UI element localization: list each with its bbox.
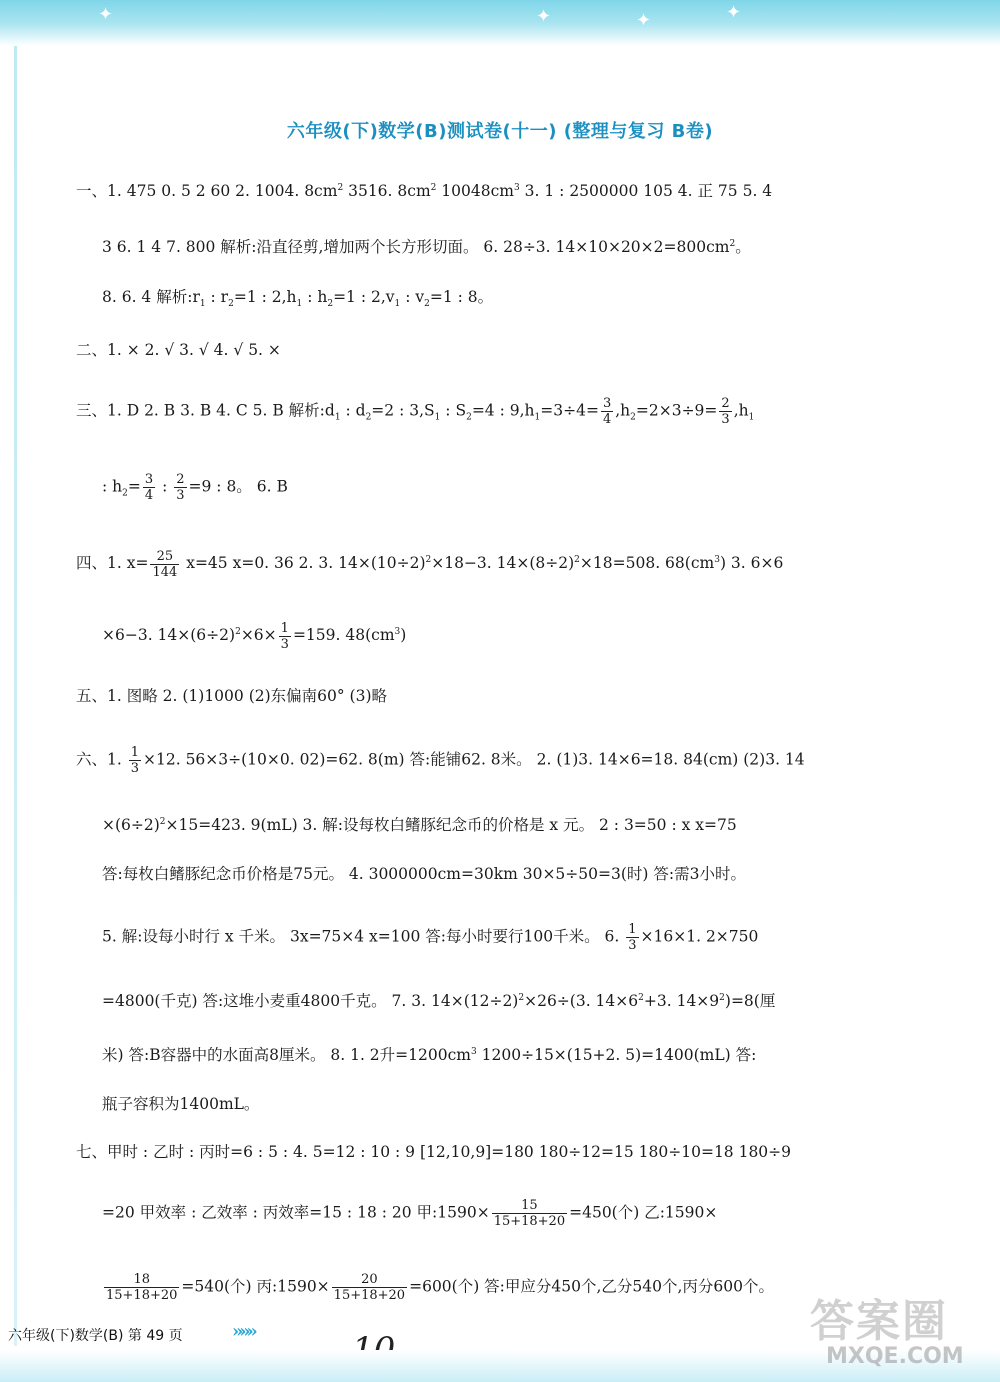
text: =1 : 2,h: [233, 288, 297, 306]
page-title: 六年级(下)数学(B)测试卷(十一) (整理与复习 B卷): [286, 121, 714, 142]
section6-line4: [102, 922, 942, 953]
text: ×15=423. 9(mL) 3. 解:设每枚白鳍豚纪念币的价格是 x 元。 2 : 3=50 : x x=75: [165, 816, 737, 835]
numerator: 1: [130, 745, 139, 760]
section4-line1: [76, 548, 916, 580]
numerator: 25: [150, 549, 179, 565]
subscript: 1: [334, 412, 341, 423]
numerator: 3: [144, 472, 154, 487]
superscript: 2: [430, 183, 437, 193]
denominator: 144: [152, 564, 178, 580]
text: ) 3. 6×6: [719, 554, 784, 573]
text: 3 6. 1 4 7. 800 解析:沿直径剪,增加两个长方形切面。 6. 28÷3. 14×10×20×2=800cm: [102, 238, 730, 257]
text: 四、1. x=: [76, 554, 149, 573]
text: : h: [102, 477, 123, 496]
denominator: 4: [602, 412, 612, 427]
denominator: 3: [280, 636, 289, 652]
fraction: [719, 396, 731, 427]
subscript: 2: [327, 299, 334, 310]
denominator: 3: [721, 412, 730, 427]
numerator: 2: [176, 472, 185, 487]
superscript: 2: [638, 993, 644, 1003]
text: =1 : 2,v: [333, 288, 395, 306]
section6-line7: 瓶子容积为1400mL。: [102, 1095, 260, 1113]
text: ×26÷(3. 14×6: [524, 992, 639, 1011]
sparkle-icon: ✦: [98, 4, 114, 25]
text: 六、1.: [76, 750, 127, 769]
text: =540(个) 丙:1590×: [181, 1277, 330, 1296]
text: ×18=508. 68(cm: [579, 554, 715, 573]
superscript: 2: [729, 239, 736, 249]
text: :: [157, 477, 173, 496]
fraction: [129, 745, 141, 776]
text: )=8(厘: [724, 992, 776, 1011]
sparkle-icon: ✦: [536, 6, 552, 27]
denominator: 3: [628, 938, 637, 953]
section2-line1: 二、1. × 2. √ 3. √ 4. √ 5. ×: [76, 341, 281, 359]
superscript: 2: [574, 555, 580, 565]
section4-line2: [102, 620, 942, 652]
fraction: [150, 549, 179, 580]
subscript: 1: [434, 412, 441, 423]
numerator: 3: [602, 396, 612, 411]
text: =4800(千克) 答:这堆小麦重4800千克。 7. 3. 14×(12÷2): [102, 992, 519, 1011]
text: ×6×: [240, 626, 277, 645]
superscript: 3: [470, 1047, 477, 1057]
section6-line6: [102, 1040, 942, 1067]
text: 1200÷15×(15+2. 5)=1400(mL) 答:: [476, 1046, 757, 1065]
text: ×(6÷2): [102, 816, 160, 835]
section1-line3: [102, 285, 942, 316]
text: : v: [400, 288, 425, 306]
subscript: 1: [394, 299, 401, 310]
subscript: 1: [296, 299, 303, 310]
section7-line1: 七、甲时 : 乙时 : 丙时=6 : 5 : 4. 5=12 : 10 : 9 [12,10,9]=180 180÷12=15 180÷10=18 180÷9: [76, 1143, 792, 1161]
text: 8. 6. 4 解析:r: [102, 288, 200, 306]
subscript: 1: [534, 412, 541, 423]
text: 米) 答:B容器中的水面高8厘米。 8. 1. 2升=1200cm: [102, 1046, 471, 1065]
text: : S: [440, 401, 467, 420]
superscript: 2: [719, 993, 725, 1003]
fraction: [143, 472, 155, 503]
section3-line1: [76, 396, 916, 430]
text: 3516. 8cm: [343, 182, 431, 201]
watermark-logo: 答案圈: [810, 1296, 948, 1347]
text: +3. 14×9: [643, 992, 720, 1011]
numerator: 20: [332, 1272, 407, 1288]
section5-line1: 五、1. 图略 2. (1)1000 (2)东偏南60° (3)略: [76, 687, 387, 705]
superscript: 3: [514, 183, 520, 193]
section1-line2: [102, 232, 942, 259]
text: =4 : 9,h: [471, 401, 535, 420]
subscript: 1: [199, 299, 206, 310]
section6-line1: [76, 745, 916, 776]
subscript: 2: [122, 488, 128, 499]
page-footer-label: 六年级(下)数学(B) 第 49 页: [8, 1328, 183, 1344]
section6-line3: 答:每枚白鳍豚纪念币价格是75元。 4. 3000000cm=30km 30×5÷50=3(时) 答:需3小时。: [102, 865, 746, 883]
denominator: 3: [176, 488, 185, 503]
double-arrow-icon: »»»: [232, 1321, 254, 1342]
section6-line5: [102, 986, 942, 1013]
fraction: [174, 472, 186, 503]
fraction: [332, 1272, 407, 1303]
text: =450(个) 乙:1590×: [569, 1203, 718, 1222]
denominator: 15+18+20: [333, 1288, 406, 1303]
text: 2. 1004. 8cm: [235, 182, 338, 201]
sparkle-icon: ✦: [636, 10, 652, 31]
section1-line1: [76, 176, 916, 203]
superscript: 2: [337, 183, 344, 193]
text: =2 : 3,S: [371, 401, 435, 420]
text: 三、1. D 2. B 3. B 4. C 5. B 解析:d: [76, 401, 335, 420]
denominator: 15+18+20: [106, 1288, 178, 1303]
numerator: 15: [492, 1198, 567, 1214]
text: 3. 1 : 2500000 105 4. 正 75 5. 4: [519, 182, 773, 201]
superscript: 3: [714, 555, 720, 565]
text: ,h: [733, 401, 749, 420]
subscript: 2: [228, 299, 234, 310]
text: =600(个) 答:甲应分450个,乙分540个,丙分600个。: [409, 1277, 775, 1296]
text: 。: [735, 238, 751, 257]
text: 5. 解:设每小时行 x 千米。 3x=75×4 x=100 答:每小时要行100千米。 6.: [102, 927, 625, 946]
text: ): [400, 626, 407, 645]
text: =: [127, 477, 141, 496]
numerator: 2: [721, 396, 730, 411]
fraction: [279, 621, 291, 652]
text: ×12. 56×3÷(10×0. 02)=62. 8(m) 答:能铺62. 8米。 2. (1)3. 14×6=18. 84(cm) (2)3. 14: [143, 750, 805, 769]
fraction: [626, 922, 638, 953]
section3-line2: [102, 472, 942, 506]
text: ×18−3. 14×(8÷2): [431, 554, 575, 573]
text: =2×3÷9=: [635, 401, 718, 420]
section6-line2: [102, 810, 942, 837]
superscript: 2: [425, 555, 432, 565]
text: 10048cm: [436, 182, 514, 201]
subscript: 2: [630, 412, 636, 423]
text: =159. 48(cm: [292, 626, 395, 645]
text: ×16×1. 2×750: [640, 927, 759, 946]
text: ×6−3. 14×(6÷2): [102, 626, 236, 645]
text: 一、1. 475 0. 5 2 60: [76, 182, 236, 201]
sparkle-icon: ✦: [726, 2, 742, 23]
numerator: 1: [280, 620, 289, 636]
watermark-url: MXQE.COM: [826, 1344, 964, 1369]
subscript: 2: [466, 412, 472, 423]
text: =1 : 8。: [429, 288, 494, 306]
subscript: 1: [748, 412, 755, 423]
fraction: [492, 1198, 567, 1229]
text: : d: [340, 401, 366, 420]
text: =20 甲效率 : 乙效率 : 丙效率=15 : 18 : 20 甲:1590×: [102, 1203, 490, 1222]
denominator: 15+18+20: [493, 1214, 566, 1229]
text: ,h: [615, 401, 631, 420]
text: =3÷4=: [540, 401, 599, 420]
superscript: 3: [394, 627, 401, 637]
numerator: 18: [104, 1272, 179, 1288]
section7-line2: [102, 1198, 942, 1229]
text: =9 : 8。 6. B: [188, 477, 288, 496]
fraction: [104, 1272, 179, 1303]
left-margin-rule: [14, 46, 17, 1346]
superscript: 2: [159, 817, 166, 827]
subscript: 2: [365, 412, 372, 423]
denominator: 3: [130, 761, 139, 776]
subscript: 2: [424, 299, 430, 310]
text: : r: [205, 288, 229, 306]
top-decorative-band: [0, 0, 1000, 46]
fraction: [601, 396, 613, 427]
superscript: 2: [518, 993, 525, 1003]
superscript: 2: [235, 627, 241, 637]
text: : h: [302, 288, 328, 306]
denominator: 4: [144, 488, 154, 503]
numerator: 1: [628, 922, 637, 937]
text: x=45 x=0. 36 2. 3. 14×(10÷2): [181, 554, 426, 573]
